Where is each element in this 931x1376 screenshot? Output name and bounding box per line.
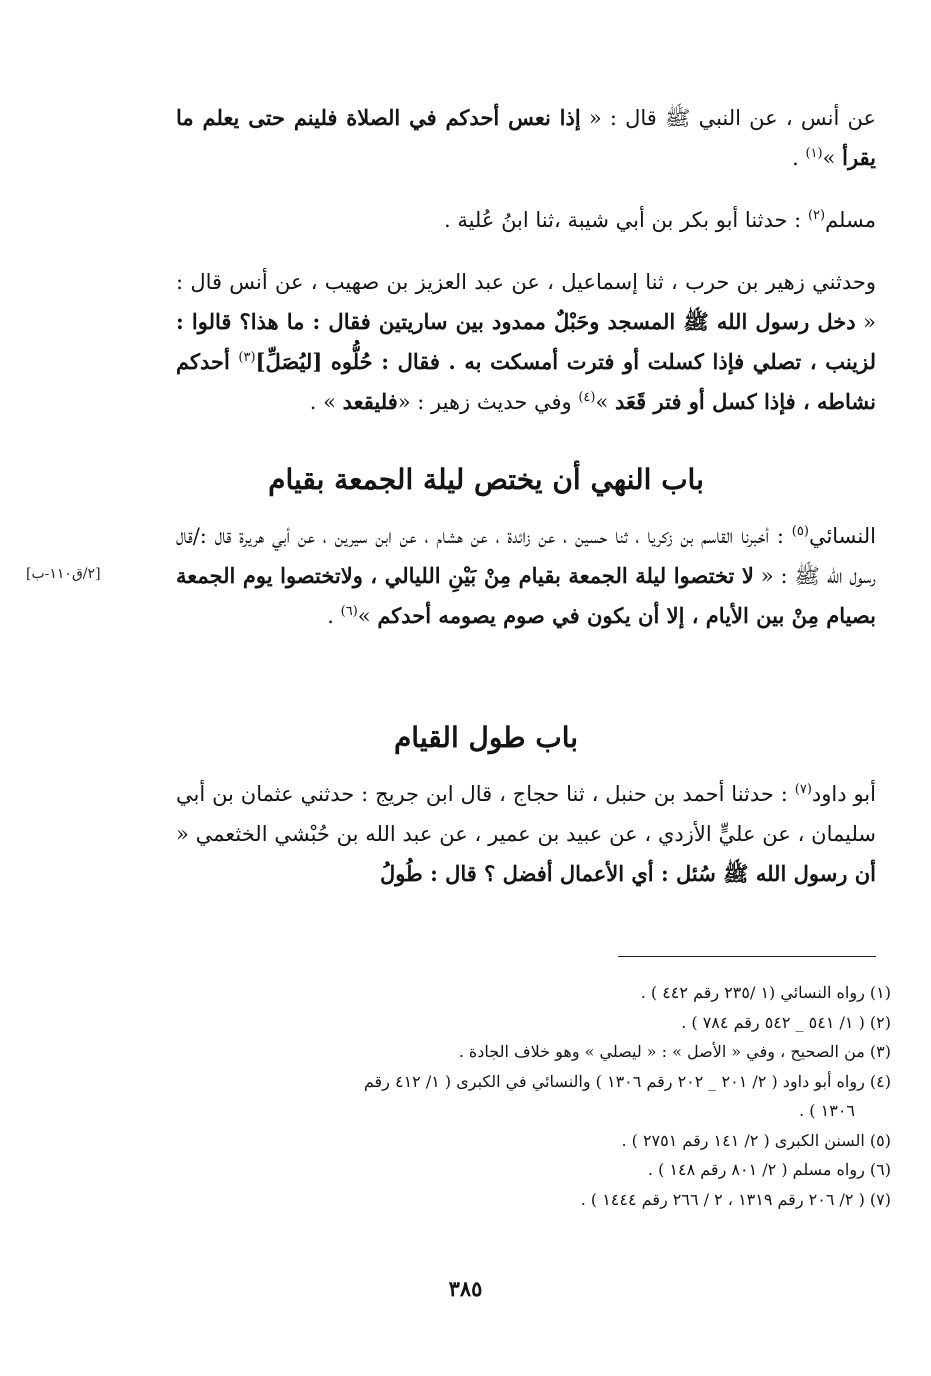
footnote-4: (٤) رواه أبو داود ( ٢/ ٢٠١ _ ٢٠٢ رقم ١٣٠٦ ) والنسائي في الكبرى ( ١/ ٤١٢ رقم [363, 1071, 891, 1091]
manuscript-folio-note: [٢/ق١١٠-ب] [26, 566, 101, 582]
sentence-end: » . [309, 390, 343, 414]
footnote-6: (٦) رواه مسلم ( ٢/ ٨٠١ رقم ١٤٨ ) . [647, 1160, 891, 1179]
chapter-heading-friday-night: باب النهي أن يختص ليلة الجمعة بقيام [268, 463, 704, 496]
chain-text: : حدثنا أبو بكر بن أبي شيبة ،ثنا ابنُ عُلية . [443, 208, 808, 232]
quote-close: » [822, 146, 843, 170]
variant-note: وفي حديث زهير : « [397, 390, 579, 414]
paragraph-abu-dawud-hadith [176, 774, 876, 894]
footnote-1: (١) رواه النسائي (١ /٢٣٥ رقم ٤٤٢ ) . [640, 983, 891, 1002]
narrator-text: وحدثني زهير بن حرب ، ثنا إسماعيل ، عن عبد العزيز بن صهيب ، عن أنس قال : « [176, 270, 876, 334]
footnote-3: (٣) من الصحيح ، وفي « الأصل » : « ليصلي » وهو خلاف الجادة . [458, 1042, 891, 1061]
source-name: أبو داود [811, 782, 876, 806]
source-name: النسائي [808, 524, 876, 548]
footnote-ref-5: (٥) [791, 524, 809, 539]
quote-close: » [357, 604, 378, 628]
footnote-ref-6: (٦) [340, 604, 358, 619]
footnote-7: (٧) ( ٢/ ٢٠٦ رقم ١٣١٩ ، ٢ / ٢٦٦ رقم ١٤٤٤ ) . [580, 1189, 891, 1209]
sentence-end: . [327, 604, 341, 628]
footnote-separator [618, 956, 876, 957]
chapter-heading-long-standing: باب طول القيام [393, 721, 579, 754]
variant-word: فليقعد [342, 389, 398, 414]
hadith-text: أن رسول الله ﷺ سُئل : أي الأعمال أفضل ؟ قال : طُولُ [379, 861, 876, 886]
paragraph-muslim-chain [176, 200, 876, 240]
hadith-text: دخل رسول الله ﷺ المسجد وحَبْلٌ ممدود بين ساريتين فقال : ما هذا؟ قالوا : لزينب ، تصلي فإذا كسلت أو فترت أمسكت به . فقال : حُلُّوه [ليُصَلِّ] [176, 309, 876, 374]
footnote-4-continued: ١٣٠٦ ) . [799, 1101, 855, 1120]
paragraph-nasai-hadith [176, 516, 876, 636]
footnote-ref-2: (٢) [807, 208, 826, 223]
footnote-ref-7: (٧) [794, 782, 812, 797]
hadith-text-cont: أحدكم نشاطه ، فإذا كسل أو فتر قَعَد [176, 349, 876, 414]
paragraph-zaynab-rope-hadith [176, 262, 876, 422]
footnote-ref-1: (١) [805, 146, 823, 161]
hadith-text: إذا نعس أحدكم في الصلاة فلينم حتى يعلم ما يقرأ [176, 105, 876, 170]
chain-text: : أخبرنا القاسم بن زكريا ، ثنا حسين ، عن زائدة ، عن هشام ، عن ابن سيرين ، عن أبي هريرة قال :/قال رسول الله ﷺ : « [176, 524, 876, 588]
footnote-2: (٢) ( ١/ ٥٤١ _ ٥٤٢ رقم ٧٨٤ ) . [681, 1012, 891, 1032]
footnote-ref-4: (٤) [578, 390, 596, 405]
sentence-end: . [792, 146, 806, 170]
chain-text: : حدثنا أحمد بن حنبل ، ثنا حجاج ، قال ابن جريج : حدثني عثمان بن أبي سليمان ، عن عليٍّ الأزدي ، عن عبيد بن عمير ، عن عبد الله بن حُبْشي الخثعمي « [176, 782, 876, 846]
footnote-5: (٥) السنن الكبرى ( ٢/ ١٤١ رقم ٢٧٥١ ) . [621, 1130, 891, 1150]
quote-close: » [595, 390, 616, 414]
hadith-text: لا تختصوا ليلة الجمعة بقيام مِنْ بَيْنِ الليالي ، ولاتختصوا يوم الجمعة بصيام مِنْ بين الأيام ، إلا أن يكون في صوم يصومه أحدكم [176, 563, 876, 628]
page-number: ٣٨٥ [448, 1276, 483, 1301]
narrator-text: عن أنس ، عن النبي ﷺ قال : « [580, 106, 876, 130]
footnote-ref-3: (٣) [238, 350, 256, 365]
source-name: مسلم [825, 208, 876, 232]
paragraph-anas-sleep-hadith [176, 98, 876, 178]
footnotes-section [171, 978, 891, 1214]
